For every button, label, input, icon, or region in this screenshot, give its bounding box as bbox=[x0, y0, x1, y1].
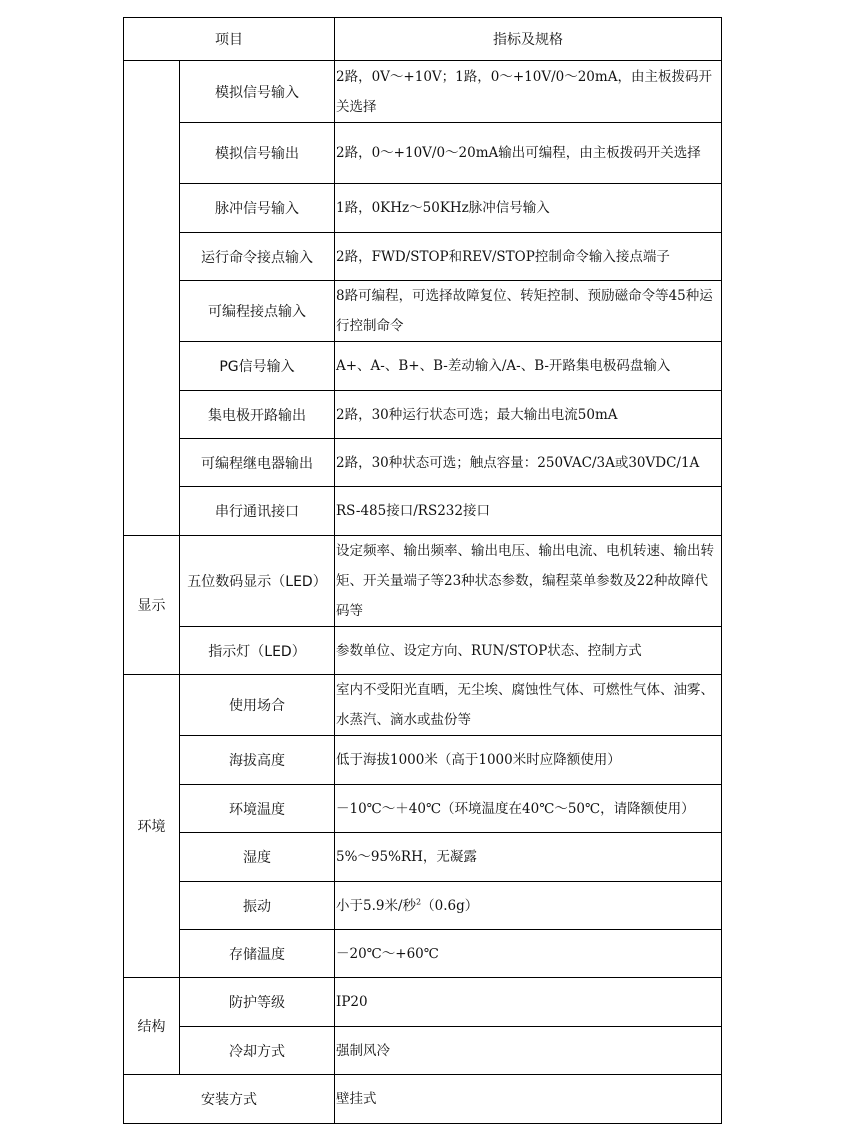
item-cell: 可编程继电器输出 bbox=[180, 439, 335, 487]
spec-cell bbox=[335, 882, 722, 930]
item-cell: 安装方式 bbox=[124, 1075, 335, 1124]
table-row bbox=[124, 391, 722, 439]
table-row bbox=[124, 785, 722, 833]
item-cell: 模拟信号输入 bbox=[180, 61, 335, 123]
table-row bbox=[124, 487, 722, 536]
item-cell: 集电极开路输出 bbox=[180, 391, 335, 439]
table-row bbox=[124, 736, 722, 785]
table-row bbox=[124, 536, 722, 627]
table-row bbox=[124, 882, 722, 930]
header-item: 项目 bbox=[124, 18, 335, 61]
spec-cell: 低于海拔1000米（高于1000米时应降额使用） bbox=[335, 736, 722, 785]
spec-table bbox=[123, 17, 722, 1124]
spec-cell: 1路，0KHz～50KHz脉冲信号输入 bbox=[335, 184, 722, 233]
item-cell: 环境温度 bbox=[180, 785, 335, 833]
item-cell: 运行命令接点输入 bbox=[180, 233, 335, 281]
table-row bbox=[124, 627, 722, 675]
spec-cell: 8路可编程，可选择故障复位、转矩控制、预励磁命令等45种运行控制命令 bbox=[335, 281, 722, 342]
spec-cell: －10℃～＋40℃（环境温度在40℃～50℃，请降额使用） bbox=[335, 785, 722, 833]
item-cell: 冷却方式 bbox=[180, 1027, 335, 1075]
spec-text-tail: （0.6g） bbox=[421, 897, 479, 914]
spec-cell: 壁挂式 bbox=[335, 1075, 722, 1124]
item-cell: 湿度 bbox=[180, 833, 335, 882]
table-row bbox=[124, 281, 722, 342]
item-cell: 脉冲信号输入 bbox=[180, 184, 335, 233]
spec-cell: 设定频率、输出频率、输出电压、输出电流、电机转速、输出转矩、开关量端子等23种状态参数，编程菜单参数及22种故障代码等 bbox=[335, 536, 722, 627]
table-row bbox=[124, 342, 722, 391]
item-cell: 使用场合 bbox=[180, 675, 335, 736]
item-cell: 防护等级 bbox=[180, 978, 335, 1027]
spec-cell: －20℃～+60℃ bbox=[335, 930, 722, 978]
table-row bbox=[124, 184, 722, 233]
spec-cell: 参数单位、设定方向、RUN/STOP状态、控制方式 bbox=[335, 627, 722, 675]
table-row bbox=[124, 1027, 722, 1075]
spec-cell: IP20 bbox=[335, 978, 722, 1027]
spec-cell: 2路，0V～+10V；1路，0～+10V/0～20mA，由主板拨码开关选择 bbox=[335, 61, 722, 123]
table-row bbox=[124, 978, 722, 1027]
table-row bbox=[124, 833, 722, 882]
group-cell-environment: 环境 bbox=[124, 675, 180, 978]
item-cell: 模拟信号输出 bbox=[180, 123, 335, 184]
group-cell-structure: 结构 bbox=[124, 978, 180, 1075]
spec-cell: 5%～95%RH，无凝露 bbox=[335, 833, 722, 882]
spec-cell: A+、A-、B+、B-差动输入/A-、B-开路集电极码盘输入 bbox=[335, 342, 722, 391]
spec-text: 小于5.9米/秒 bbox=[336, 897, 417, 914]
table-row bbox=[124, 233, 722, 281]
spec-cell: 2路，FWD/STOP和REV/STOP控制命令输入接点端子 bbox=[335, 233, 722, 281]
item-cell: 海拔高度 bbox=[180, 736, 335, 785]
item-cell: 振动 bbox=[180, 882, 335, 930]
table-row bbox=[124, 123, 722, 184]
spec-cell: 2路，0～+10V/0～20mA输出可编程，由主板拨码开关选择 bbox=[335, 123, 722, 184]
spec-cell: 室内不受阳光直晒，无尘埃、腐蚀性气体、可燃性气体、油雾、水蒸汽、滴水或盐份等 bbox=[335, 675, 722, 736]
spec-cell: 强制风冷 bbox=[335, 1027, 722, 1075]
table-row bbox=[124, 675, 722, 736]
item-cell: 可编程接点输入 bbox=[180, 281, 335, 342]
item-cell: 指示灯（LED） bbox=[180, 627, 335, 675]
item-cell: PG信号输入 bbox=[180, 342, 335, 391]
table-row bbox=[124, 61, 722, 123]
item-cell: 存储温度 bbox=[180, 930, 335, 978]
spec-superscript: 2 bbox=[416, 897, 422, 906]
table-row bbox=[124, 1075, 722, 1124]
group-cell-display: 显示 bbox=[124, 536, 180, 675]
header-spec: 指标及规格 bbox=[335, 18, 722, 61]
group-cell-io bbox=[124, 61, 180, 536]
spec-cell: 2路，30种运行状态可选；最大输出电流50mA bbox=[335, 391, 722, 439]
table-row bbox=[124, 439, 722, 487]
spec-cell: RS-485接口/RS232接口 bbox=[335, 487, 722, 536]
table-row bbox=[124, 930, 722, 978]
item-cell: 五位数码显示（LED） bbox=[180, 536, 335, 627]
item-cell: 串行通讯接口 bbox=[180, 487, 335, 536]
header-row bbox=[124, 18, 722, 61]
spec-cell: 2路，30种状态可选；触点容量：250VAC/3A或30VDC/1A bbox=[335, 439, 722, 487]
